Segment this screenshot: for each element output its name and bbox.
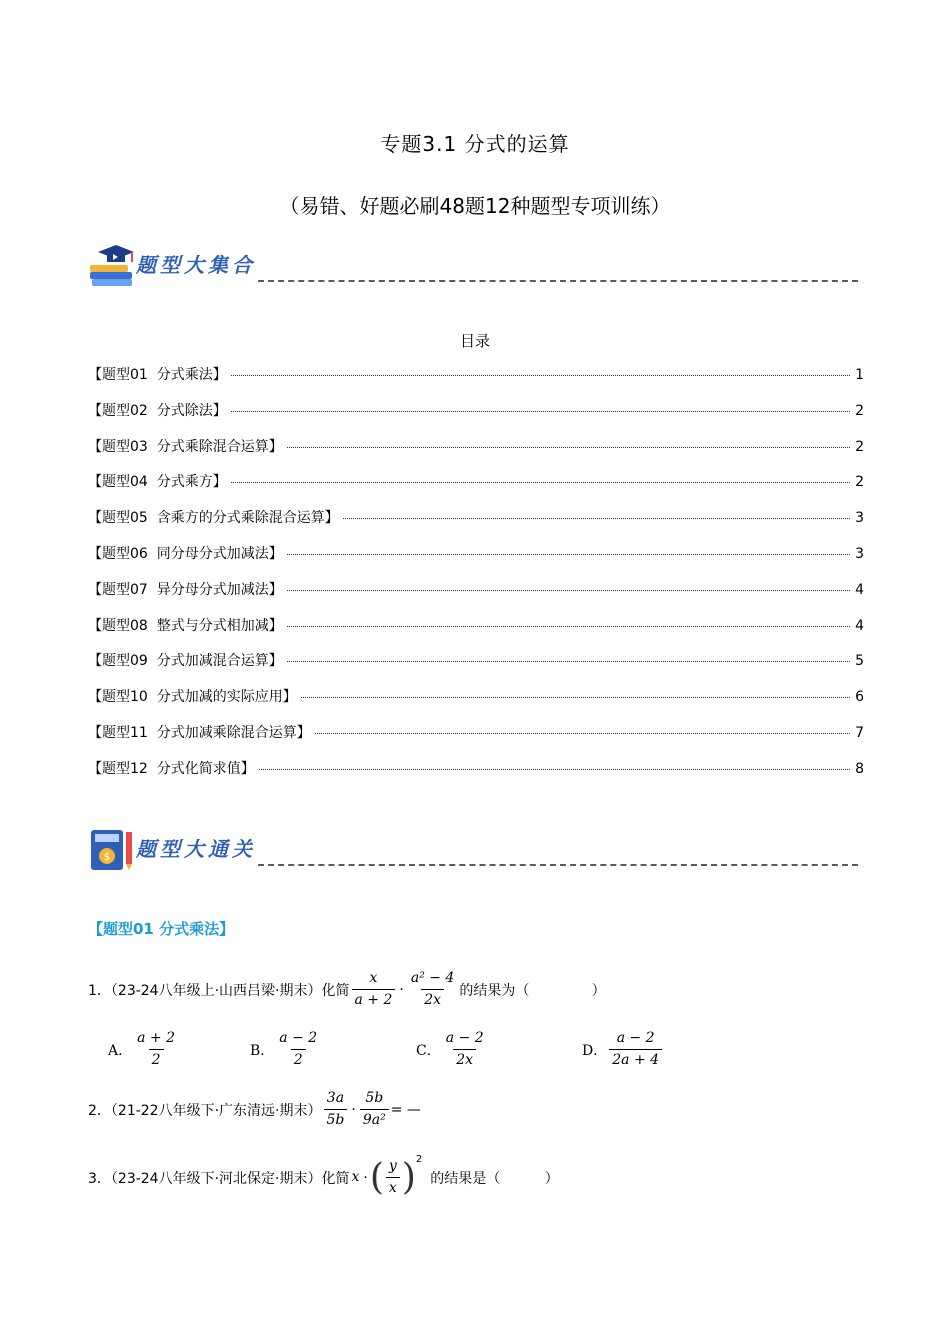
toc-entry-label: 【题型09 分式加减混合运算】 — [88, 653, 283, 670]
fraction: $\frac{a - 2}{2x}$ — [445, 1030, 484, 1068]
page-subtitle: （易错、好题必刷48题12种题型专项训练） — [279, 194, 671, 218]
toc-page-number: 2 — [855, 438, 864, 455]
toc-entry-label: 【题型06 同分母分式加减法】 — [88, 546, 283, 562]
toc-entry[interactable] — [88, 615, 864, 637]
question-1-prefix: 1．（23-24八年级上·山西吕梁·期末）化简 — [88, 982, 350, 999]
option-d[interactable] — [582, 1030, 664, 1069]
question-2: 2．（21-22八年级下·广东清远·期末） $\frac{3a}{5b}$ · $\frac{5b}{\text{9a²}}$ = — — [88, 1090, 421, 1128]
banner-label: 题型大通关 — [136, 837, 256, 861]
option-letter: A． — [108, 1042, 133, 1059]
option-a[interactable] — [108, 1030, 180, 1069]
toc-leader — [287, 661, 850, 662]
toc-entry-label: 【题型12 分式化简求值】 — [88, 760, 255, 777]
toc-entry-label: 【题型05 含乘方的分式乘除混合运算】 — [88, 510, 339, 527]
toc-page-number: 5 — [855, 653, 864, 670]
toc-page-number: 4 — [855, 617, 864, 634]
section-heading: 【题型01 分式乘法】 — [88, 920, 235, 938]
toc-leader — [231, 375, 850, 376]
toc-page-number: 6 — [855, 689, 864, 706]
fraction: $\frac{3a}{5b}$ — [324, 1090, 348, 1129]
toc-heading: 目录 — [459, 332, 490, 350]
option-letter: D． — [582, 1042, 608, 1059]
toc-entry-label: 【题型08 整式与分式相加减】 — [88, 617, 283, 634]
toc-entry-label: 【题型01 分式乘法】 — [88, 367, 227, 383]
question-2-suffix: = — — [390, 1101, 421, 1118]
toc-entry[interactable] — [88, 650, 864, 672]
toc-entry[interactable] — [88, 436, 864, 458]
toc-entry[interactable] — [88, 543, 864, 565]
toc-entry[interactable] — [88, 364, 864, 386]
toc-page-number: 1 — [855, 367, 864, 383]
toc-entry-label: 【题型03 分式乘除混合运算】 — [88, 438, 283, 455]
toc-leader — [287, 554, 850, 555]
banner-practice — [88, 826, 858, 874]
toc-entry-label: 【题型04 分式乘方】 — [88, 474, 227, 491]
question-1-suffix: 的结果为（ ） — [459, 982, 606, 999]
toc-page-number: 7 — [855, 725, 864, 741]
calculator-icon — [88, 826, 138, 874]
fraction: $\frac{\text{a² − 4}}{2x}$ — [410, 970, 455, 1008]
banner-label: 题型大集合 — [136, 253, 256, 277]
option-letter: C． — [416, 1042, 441, 1059]
page-title: 专题3.1 分式的运算 — [380, 132, 570, 156]
toc-entry-label: 【题型07 异分母分式加减法】 — [88, 581, 283, 598]
banner-divider — [258, 280, 858, 282]
toc-page-number: 4 — [855, 581, 864, 598]
question-2-prefix: 2．（21-22八年级下·广东清远·期末） — [88, 1102, 322, 1119]
toc-page-number: 2 — [855, 474, 864, 491]
question-3-prefix: 3．（23-24八年级下·河北保定·期末）化简 — [88, 1170, 350, 1187]
toc-leader — [231, 482, 850, 483]
fraction: $\frac{y}{x}$ — [386, 1158, 400, 1197]
toc-leader — [231, 411, 850, 412]
toc-leader — [259, 769, 850, 770]
toc-entry[interactable] — [88, 579, 864, 601]
toc-leader — [343, 518, 850, 519]
toc-leader — [301, 697, 850, 698]
toc-entry[interactable] — [88, 758, 864, 780]
fraction: $\frac{a - 2}{2}$ — [279, 1030, 318, 1068]
question-3: 3．（23-24八年级下·河北保定·期末）化简 x · ( $\frac{y}{x}$ ) $^2$ 的结果是（ ） — [88, 1154, 559, 1198]
option-c[interactable] — [416, 1030, 489, 1069]
fraction: $\frac{a - 2}{2a + 4}$ — [609, 1030, 662, 1069]
toc-leader — [287, 447, 850, 448]
question-1: 1．（23-24八年级上·山西吕梁·期末）化简 $\frac{x}{a + 2}$ · $\frac{\text{a² − 4}}{2x}$ 的结果为（ ） — [88, 970, 606, 1008]
option-b[interactable] — [250, 1030, 322, 1069]
toc-page-number: 8 — [855, 760, 864, 777]
toc-leader — [287, 626, 850, 627]
toc-leader — [287, 590, 850, 591]
banner-question-types — [88, 242, 858, 290]
fraction: $\frac{a + 2}{2}$ — [137, 1030, 176, 1068]
toc-page-number: 2 — [855, 402, 864, 419]
toc-page-number: 3 — [855, 510, 864, 527]
book-graduation-icon — [88, 242, 138, 290]
svg-text:$: $ — [103, 852, 111, 863]
fraction: $\frac{5b}{\text{9a²}}$ — [360, 1090, 389, 1129]
fraction: $\frac{x}{a + 2}$ — [352, 970, 396, 1009]
toc-page-number: 3 — [855, 546, 864, 562]
toc-entry-label: 【题型11 分式加减乘除混合运算】 — [88, 725, 311, 741]
toc-entry[interactable] — [88, 507, 864, 529]
question-3-suffix: 的结果是（ ） — [430, 1170, 559, 1187]
toc-entry-label: 【题型02 分式除法】 — [88, 402, 227, 419]
toc-entry[interactable] — [88, 686, 864, 708]
toc-entry[interactable] — [88, 471, 864, 493]
toc-entry[interactable] — [88, 722, 864, 744]
toc-leader — [315, 733, 850, 734]
option-letter: B． — [250, 1042, 275, 1059]
toc-entry-label: 【题型10 分式加减的实际应用】 — [88, 689, 297, 706]
toc-entry[interactable] — [88, 400, 864, 422]
banner-divider — [258, 864, 858, 866]
